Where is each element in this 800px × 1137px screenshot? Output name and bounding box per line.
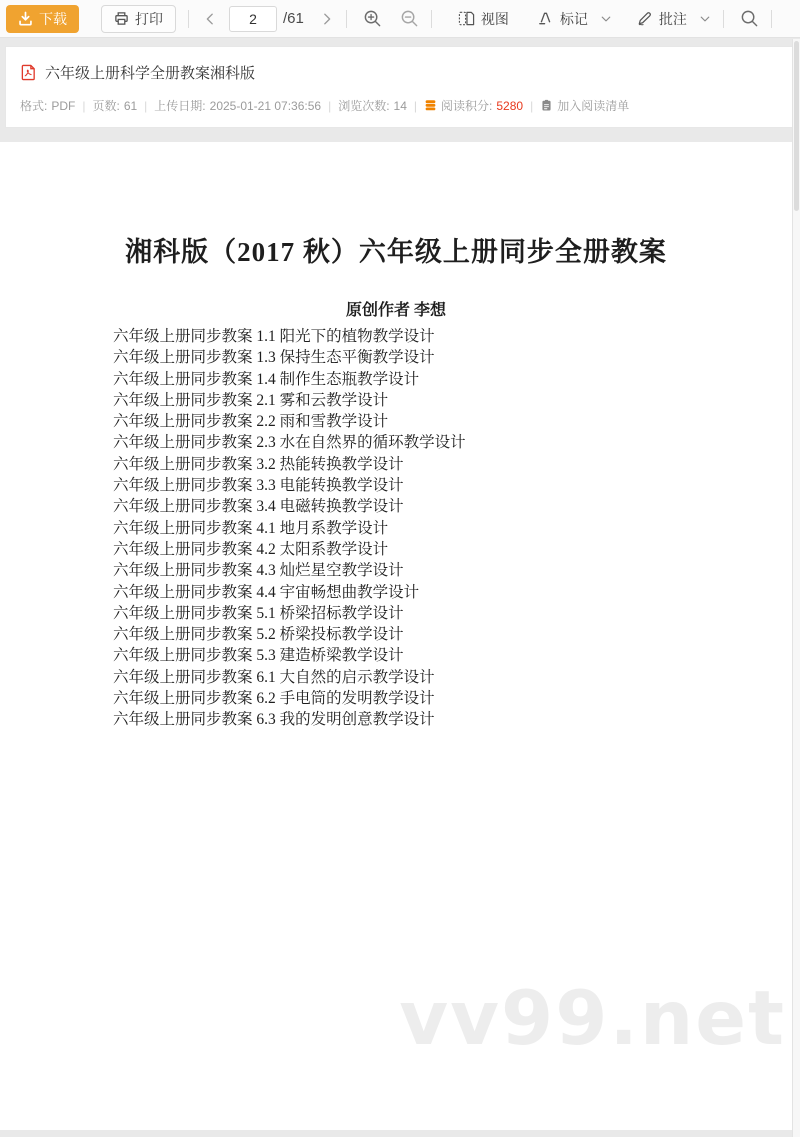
printer-icon <box>114 11 129 26</box>
meta-upload-date: 上传日期: 2025-01-21 07:36:56 <box>154 98 322 113</box>
annotate-button[interactable] <box>636 9 711 29</box>
lesson-plan-line: 六年级上册同步教案 5.1 桥梁招标教学设计 <box>113 604 404 622</box>
toolbar-divider <box>723 10 724 28</box>
view-label: 视图 <box>480 10 509 27</box>
lesson-plan-line: 六年级上册同步教案 4.1 地月系教学设计 <box>113 519 389 537</box>
lesson-plan-line: 六年级上册同步教案 3.3 电能转换教学设计 <box>113 477 404 495</box>
lesson-plan-line: 六年级上册同步教案 4.4 宇宙畅想曲教学设计 <box>113 583 420 601</box>
lesson-plan-line: 六年级上册同步教案 5.3 建造桥梁教学设计 <box>113 647 404 665</box>
pdf-content-title: 湘科版（2017 秋）六年级上册同步全册教案 <box>125 237 667 267</box>
reading-points-value: 5280 <box>496 98 524 113</box>
lesson-plan-line: 六年级上册同步教案 1.1 阳光下的植物教学设计 <box>113 328 435 345</box>
annotate-label: 批注 <box>658 10 687 27</box>
lesson-plan-line: 六年级上册同步教案 6.3 我的发明创意教学设计 <box>113 711 435 729</box>
vertical-scrollbar[interactable] <box>792 39 800 1137</box>
view-mode-button[interactable] <box>458 9 509 29</box>
highlighter-icon <box>537 10 554 27</box>
lesson-plan-line: 六年级上册同步教案 3.4 电磁转换教学设计 <box>113 498 404 516</box>
pdf-page-2 <box>0 142 792 1130</box>
meta-pages: 页数: 61 <box>92 98 138 113</box>
download-icon <box>18 11 33 26</box>
lesson-plan-line: 六年级上册同步教案 5.2 桥梁投标教学设计 <box>113 626 404 644</box>
meta-view-count: 浏览次数: 14 <box>338 98 407 113</box>
mark-button[interactable] <box>537 9 612 29</box>
mark-label: 标记 <box>559 10 588 27</box>
next-page-button[interactable] <box>320 12 334 26</box>
prev-page-button[interactable] <box>203 12 217 26</box>
download-button[interactable] <box>6 5 79 33</box>
toolbar-divider <box>346 10 347 28</box>
lesson-plan-line: 六年级上册同步教案 6.1 大自然的启示教学设计 <box>113 668 435 686</box>
search-icon[interactable] <box>740 9 759 28</box>
lesson-plan-line: 六年级上册同步教案 4.3 灿烂星空教学设计 <box>113 562 404 580</box>
lesson-plan-list <box>113 326 792 731</box>
toolbar-divider <box>771 10 772 28</box>
lesson-plan-line: 六年级上册同步教案 2.1 雾和云教学设计 <box>113 391 389 409</box>
lesson-plan-line: 六年级上册同步教案 2.3 水在自然界的循环教学设计 <box>113 434 466 452</box>
meta-separator: | <box>413 98 418 113</box>
zoom-out-icon[interactable] <box>400 9 419 28</box>
view-pages-icon <box>458 10 475 27</box>
pdf-viewer-toolbar <box>0 0 800 38</box>
coins-icon <box>424 99 437 112</box>
reading-list-icon <box>540 99 553 112</box>
lesson-plan-line: 六年级上册同步教案 6.2 手电筒的发明教学设计 <box>113 690 435 708</box>
scrollbar-thumb[interactable] <box>794 41 799 211</box>
page-total-label: /61 <box>283 10 304 27</box>
print-button[interactable] <box>101 5 176 33</box>
site-watermark: vv99.net <box>399 974 786 1062</box>
download-label: 下载 <box>39 10 67 27</box>
meta-separator: | <box>144 98 148 113</box>
pdf-page-container <box>0 142 800 1130</box>
lesson-plan-line: 六年级上册同步教案 2.2 雨和雪教学设计 <box>113 413 389 431</box>
pdf-content-author: 原创作者 李想 <box>345 302 446 319</box>
page-number-input[interactable] <box>229 6 277 32</box>
meta-format: 格式: PDF <box>20 98 76 113</box>
toolbar-divider <box>431 10 432 28</box>
chevron-down-icon <box>600 13 612 25</box>
toolbar-divider <box>188 10 189 28</box>
document-info-card <box>5 46 795 128</box>
print-label: 打印 <box>135 10 163 27</box>
pdf-file-icon <box>20 64 37 81</box>
meta-reading-points: 阅读积分: 5280 <box>424 97 523 114</box>
meta-separator: | <box>328 98 332 113</box>
meta-separator: | <box>530 98 534 113</box>
pen-icon <box>636 10 653 27</box>
lesson-plan-line: 六年级上册同步教案 4.2 太阳系教学设计 <box>113 540 389 558</box>
meta-separator: | <box>82 98 86 113</box>
document-title: 六年级上册科学全册教案湘科版 <box>45 65 256 82</box>
chevron-down-icon <box>699 13 711 25</box>
lesson-plan-line: 六年级上册同步教案 1.3 保持生态平衡教学设计 <box>113 349 435 367</box>
add-to-reading-list-button[interactable]: 加入阅读清单 <box>540 97 629 114</box>
lesson-plan-line: 六年级上册同步教案 3.2 热能转换教学设计 <box>113 455 404 473</box>
zoom-in-icon[interactable] <box>363 9 382 28</box>
lesson-plan-line: 六年级上册同步教案 1.4 制作生态瓶教学设计 <box>113 370 420 388</box>
